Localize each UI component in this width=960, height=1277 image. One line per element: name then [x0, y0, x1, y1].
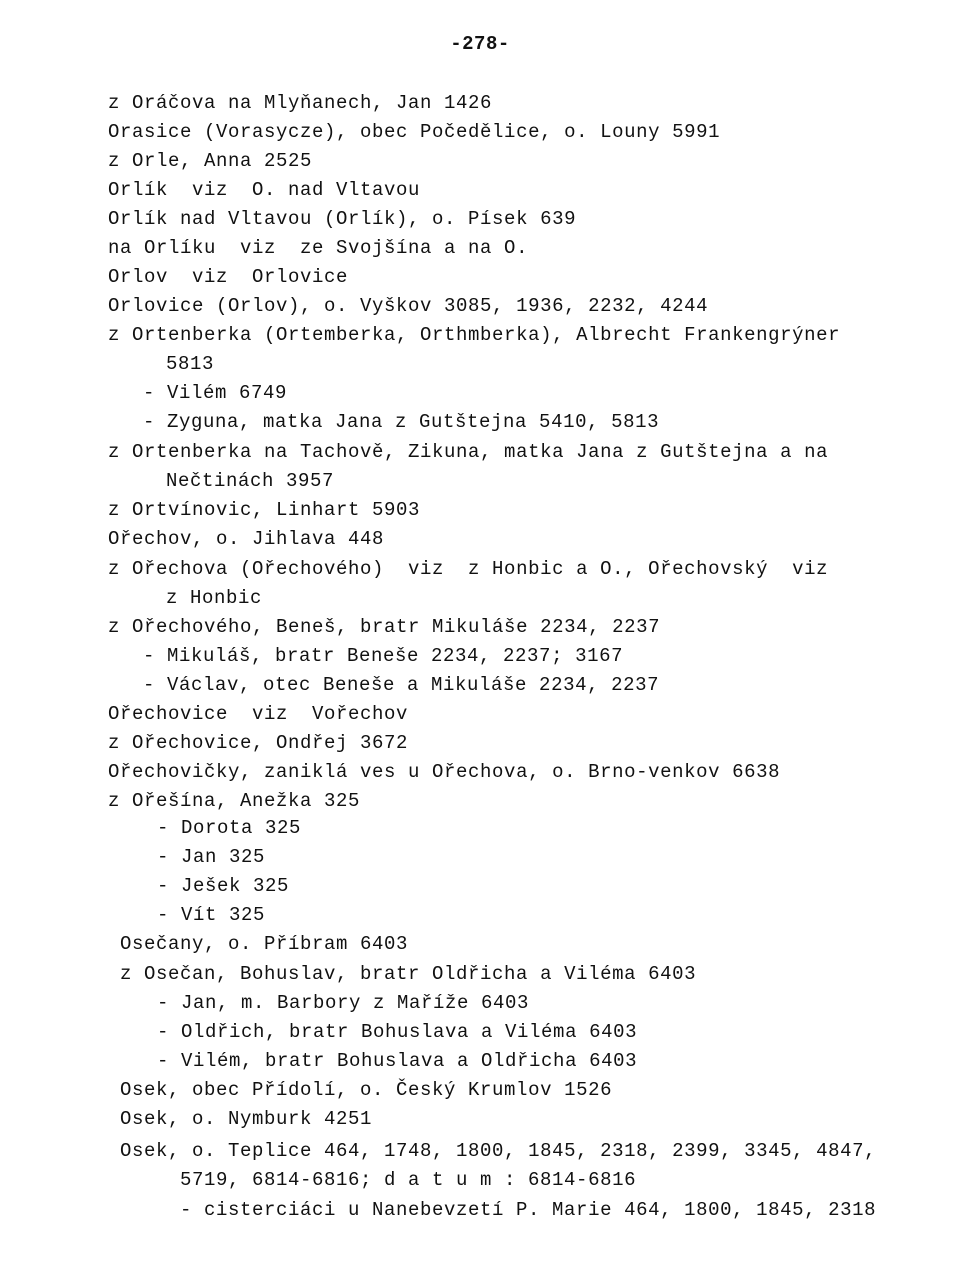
subentry-line: - Oldřich, bratr Bohuslava a Viléma 6403	[157, 1021, 638, 1043]
subentry-line: - Jan, m. Barbory z Mařížе 6403	[157, 992, 530, 1014]
subentry-line: - Ješek 325	[157, 875, 290, 897]
entry-line: na Orlíku viz ze Svojšína a na O.	[108, 237, 529, 259]
subentry-line: - Václav, otec Beneše a Mikuláše 2234, 2237	[143, 674, 660, 696]
entry-line: Osek, o. Nymburk 4251	[120, 1108, 373, 1130]
entry-line: z Ortenberka na Tachově, Zikuna, matka Jana z Gutštejna a na	[108, 441, 829, 463]
entry-line: z Ortvínovic, Linhart 5903	[108, 499, 421, 521]
subentry-line: - Zyguna, matka Jana z Gutštejna 5410, 5813	[143, 411, 660, 433]
subentry-line: - Vít 325	[157, 904, 266, 926]
entry-line: Orlov viz Orlovice	[108, 266, 349, 288]
subentry-line: - Mikuláš, bratr Beneše 2234, 2237; 3167	[143, 645, 624, 667]
entry-line-continuation: z Honbic	[166, 587, 263, 609]
entry-line-continuation: 5719, 6814-6816; d a t u m : 6814-6816	[180, 1169, 637, 1191]
entry-line: Osek, o. Teplice 464, 1748, 1800, 1845, 2318, 2399, 3345, 4847,	[120, 1140, 877, 1162]
entry-line: z Ortenberka (Ortemberka, Orthmberka), Albrecht Frankengrýner	[108, 324, 841, 346]
subentry-line: - Dorota 325	[157, 817, 302, 839]
entry-line: z Oráčova na Mlyňanech, Jan 1426	[108, 92, 493, 114]
entry-line: Orlík nad Vltavou (Orlík), o. Písek 639	[108, 208, 577, 230]
entry-line: Ořechovice viz Vořechov	[108, 703, 409, 725]
entry-line: Orlík viz O. nad Vltavou	[108, 179, 421, 201]
entry-line: z Orle, Anna 2525	[108, 150, 313, 172]
entry-line: z Ořechového, Beneš, bratr Mikuláše 2234, 2237	[108, 616, 661, 638]
entry-line: z Ořešína, Anežka 325	[108, 790, 361, 812]
entry-line: Osek, obec Přídolí, o. Český Krumlov 1526	[120, 1079, 613, 1101]
subentry-line: - cisterciáci u Nanebevzetí P. Marie 464, 1800, 1845, 2318	[180, 1199, 877, 1221]
entry-line: Osečany, o. Příbram 6403	[120, 933, 409, 955]
subentry-line: - Vilém, bratr Bohuslava a Oldřicha 6403	[157, 1050, 638, 1072]
page-number: -278-	[450, 33, 510, 55]
entry-line-continuation: 5813	[166, 353, 215, 375]
entry-line: Ořechovičky, zaniklá ves u Ořechova, o. Brno-venkov 6638	[108, 761, 781, 783]
entry-line: z Ořechovice, Ondřej 3672	[108, 732, 409, 754]
entry-line: z Ořechova (Ořechového) viz z Honbic a O., Ořechovský viz	[108, 558, 829, 580]
entry-line: z Osečan, Bohuslav, bratr Oldřicha a Viléma 6403	[120, 963, 697, 985]
subentry-line: - Jan 325	[157, 846, 266, 868]
entry-line-continuation: Nečtinách 3957	[166, 470, 335, 492]
subentry-line: - Vilém 6749	[143, 382, 288, 404]
entry-line: Orasice (Vorasycze), obec Počedělice, o. Louny 5991	[108, 121, 721, 143]
entry-line: Orlovice (Orlov), o. Vyškov 3085, 1936, 2232, 4244	[108, 295, 709, 317]
entry-line: Ořechov, o. Jihlava 448	[108, 528, 385, 550]
